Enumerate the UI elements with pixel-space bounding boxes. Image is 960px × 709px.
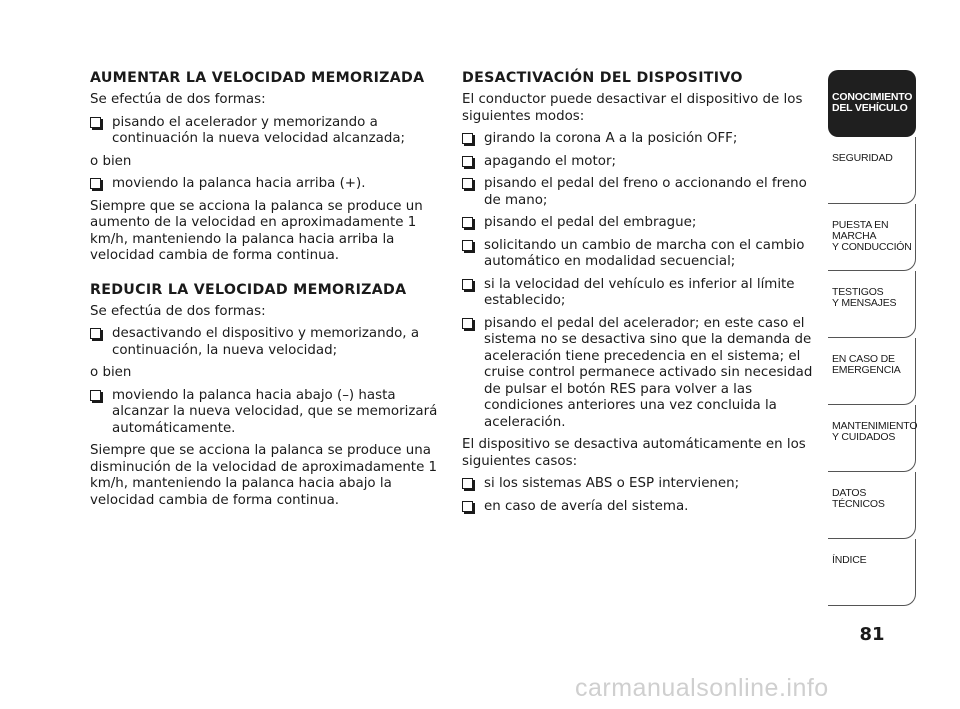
checkbox-bullet-icon	[90, 178, 101, 189]
list-item-text: en caso de avería del sistema.	[484, 498, 689, 514]
list-item	[462, 238, 814, 271]
list-item-text: moviendo la palanca hacia arriba (+).	[112, 176, 366, 191]
list-item	[90, 176, 442, 193]
paragraph: El dispositivo se desactiva automáticamente en los siguientes casos:	[462, 437, 806, 469]
watermark: carmanualsonline.info	[575, 674, 829, 702]
list-item-text: desactivando el dispositivo y memorizando, a continuación, la nueva velocidad;	[112, 326, 420, 358]
list-item-text: apagando el motor;	[484, 153, 616, 169]
list-item	[462, 277, 814, 310]
list-item-text: solicitando un cambio de marcha con el cambio automático en modalidad secuencial;	[484, 237, 805, 269]
paragraph: Siempre que se acciona la palanca se produce una disminución de la velocidad de aproximadamente 1 km/h, manteniendo la palanca hacia abajo la velocidad cambia de forma continua.	[90, 443, 438, 508]
list-item	[462, 499, 814, 516]
chapter-tabs	[828, 70, 916, 606]
checkbox-bullet-icon	[90, 117, 101, 128]
paragraph: Se efectúa de dos formas:	[90, 92, 266, 107]
list-item	[90, 388, 442, 438]
list-item	[90, 326, 442, 359]
list-item-text: moviendo la palanca hacia abajo (–) hasta alcanzar la nueva velocidad, que se memorizará automáticamente.	[112, 387, 438, 436]
paragraph: El conductor puede desactivar el dispositivo de los siguientes modos:	[462, 92, 803, 124]
checkbox-bullet-icon	[462, 217, 473, 228]
tab-datos-tecnicos[interactable]: DATOS TÉCNICOS	[828, 472, 916, 539]
list-item-text: pisando el acelerador y memorizando a continuación la nueva velocidad alcanzada;	[112, 114, 406, 146]
right-column	[462, 69, 814, 521]
checkbox-bullet-icon	[462, 501, 473, 512]
checkbox-bullet-icon	[462, 156, 473, 167]
paragraph: Siempre que se acciona la palanca se produce un aumento de la velocidad en aproximadamente 1 km/h, manteniendo la palanca hacia arriba la velocidad cambia de forma continua.	[90, 198, 423, 263]
tab-indice[interactable]: ÍNDICE	[828, 539, 916, 606]
list-item-text: pisando el pedal del freno o accionando el freno de mano;	[484, 176, 807, 208]
tab-puesta-en-marcha[interactable]: PUESTA EN MARCHA Y CONDUCCIÓN	[828, 204, 916, 271]
tab-testigos-y-mensajes[interactable]: TESTIGOS Y MENSAJES	[828, 271, 916, 338]
tab-conocimiento-del-vehiculo[interactable]: CONOCIMIENTO DEL VEHÍCULO	[828, 70, 916, 137]
tab-en-caso-de-emergencia[interactable]: EN CASO DE EMERGENCIA	[828, 338, 916, 405]
list-item-text: si la velocidad del vehículo es inferior al límite establecido;	[484, 276, 795, 308]
list-item-text: si los sistemas ABS o ESP intervienen;	[484, 476, 740, 491]
tab-mantenimiento[interactable]: MANTENIMIENTO Y CUIDADOS	[828, 405, 916, 472]
checkbox-bullet-icon	[90, 328, 101, 339]
checkbox-bullet-icon	[462, 178, 473, 189]
list-item	[90, 115, 442, 148]
section-heading-reduce-speed: REDUCIR LA VELOCIDAD MEMORIZADA	[90, 281, 407, 298]
section-heading-increase-speed: AUMENTAR LA VELOCIDAD MEMORIZADA	[90, 70, 425, 86]
paragraph: o bien	[90, 153, 132, 169]
list-item-text: pisando el pedal del embrague;	[484, 215, 697, 230]
paragraph: Se efectúa de dos formas:	[90, 303, 266, 319]
paragraph: o bien	[90, 365, 132, 380]
list-item-text: pisando el pedal del acelerador; en este caso el sistema no se desactiva sino que la demanda de aceleración tiene precedencia en el sistema; el cruise control permanece activado sin necesidad de pulsar el botón RES para volver a las condiciones anteriores una vez concluida la aceleración.	[484, 315, 813, 430]
list-item	[462, 316, 814, 432]
checkbox-bullet-icon	[462, 478, 473, 489]
checkbox-bullet-icon	[90, 390, 101, 401]
page-number: 81	[859, 624, 885, 645]
section-heading-deactivation: DESACTIVACIÓN DEL DISPOSITIVO	[462, 70, 743, 86]
list-item	[462, 154, 814, 171]
checkbox-bullet-icon	[462, 279, 473, 290]
list-item	[462, 476, 814, 493]
list-item-text: girando la corona A a la posición OFF;	[484, 131, 738, 146]
checkbox-bullet-icon	[462, 318, 473, 329]
left-column	[90, 69, 442, 515]
list-item	[462, 176, 814, 209]
list-item	[462, 131, 814, 148]
checkbox-bullet-icon	[462, 133, 473, 144]
list-item	[462, 215, 814, 232]
tab-seguridad[interactable]: SEGURIDAD	[828, 137, 916, 204]
checkbox-bullet-icon	[462, 240, 473, 251]
